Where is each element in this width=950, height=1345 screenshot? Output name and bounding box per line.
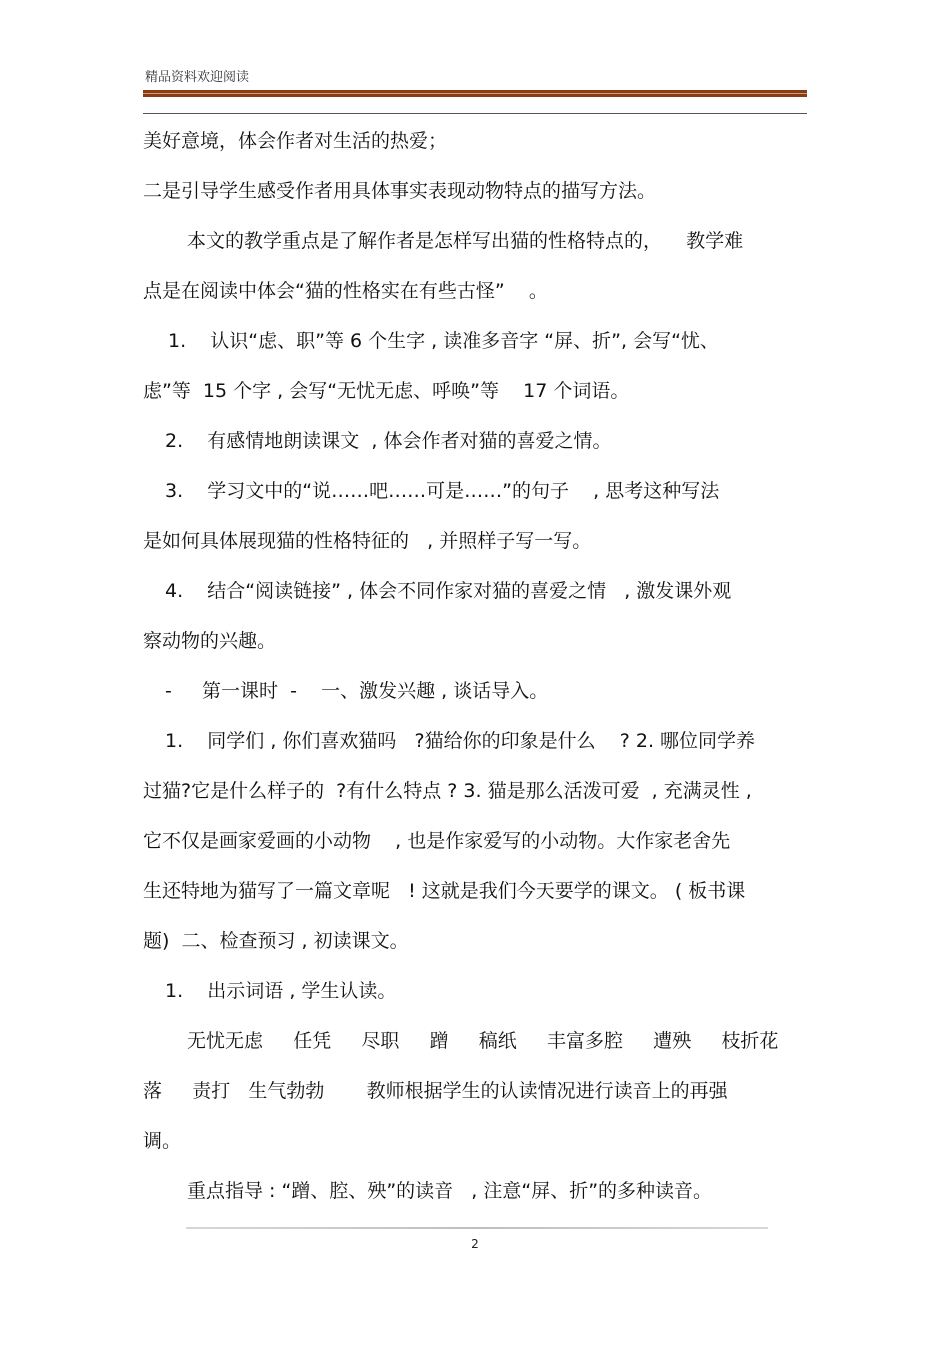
text-line: 重点指导 : “蹭、腔、殃”的读音 , 注意“屏、折”的多种读音。: [187, 1180, 713, 1202]
text-line: 4. 结合“阅读链接” , 体会不同作家对猫的喜爱之情 , 激发课外观: [165, 580, 732, 602]
text-line: 1. 出示词语 , 学生认读。: [165, 980, 397, 1002]
text-line: - 第一课时 - 一、激发兴趣 , 谈话导入。: [165, 680, 549, 702]
text-line: 生还特地为猫写了一篇文章呢 ! 这就是我们今天要学的课文。 ( 板书课: [143, 880, 746, 902]
header-divider-thick: [143, 90, 807, 97]
text-line: 调。: [143, 1130, 182, 1152]
text-line: 题) 二、检查预习 , 初读课文。: [143, 930, 409, 952]
text-line: 1. 认识“虑、职”等 6 个生字 , 读准多音字 “屏、折”, 会写“忧、: [168, 330, 719, 352]
text-line: 美好意境，体会作者对生活的热爱；: [143, 130, 448, 152]
text-line: 1. 同学们 , 你们喜欢猫吗 ?猫给你的印象是什么 ? 2. 哪位同学养: [165, 730, 756, 752]
footer-divider: [186, 1227, 768, 1229]
text-line: 二是引导学生感受作者用具体事实表现动物特点的描写方法。: [143, 180, 657, 202]
page-number: 2: [471, 1237, 479, 1251]
text-line: 本文的教学重点是了解作者是怎样写出猫的性格特点的， 教学难: [187, 230, 744, 252]
text-line: 2. 有感情地朗读课文 , 体会作者对猫的喜爱之情。: [165, 430, 612, 452]
text-line: 察动物的兴趣。: [143, 630, 277, 652]
header-title: 精品资料欢迎阅读: [145, 70, 250, 85]
text-line: 3. 学习文中的“说……吧……可是……”的句子 , 思考这种写法: [165, 480, 720, 502]
text-line: 过猫?它是什么样子的 ?有什么特点 ? 3. 猫是那么活泼可爱 , 充满灵性 ,: [143, 780, 752, 802]
text-line: 无忧无虑 任凭 尽职 蹭 稿纸 丰富多腔 遭殃 枝折花: [187, 1030, 779, 1052]
text-line: 虑”等 15 个字 , 会写“无忧无虑、呼唤”等 17 个词语。: [143, 380, 630, 402]
header-divider-thin: [143, 113, 807, 114]
text-line: 落 责打 生气勃勃 教师根据学生的认读情况进行读音上的再强: [143, 1080, 728, 1102]
text-line: 点是在阅读中体会“猫的性格实在有些古怪” 。: [143, 280, 548, 302]
text-line: 它不仅是画家爱画的小动物 , 也是作家爱写的小动物。大作家老舍先: [143, 830, 731, 852]
text-line: 是如何具体展现猫的性格特征的 , 并照样子写一写。: [143, 530, 592, 552]
